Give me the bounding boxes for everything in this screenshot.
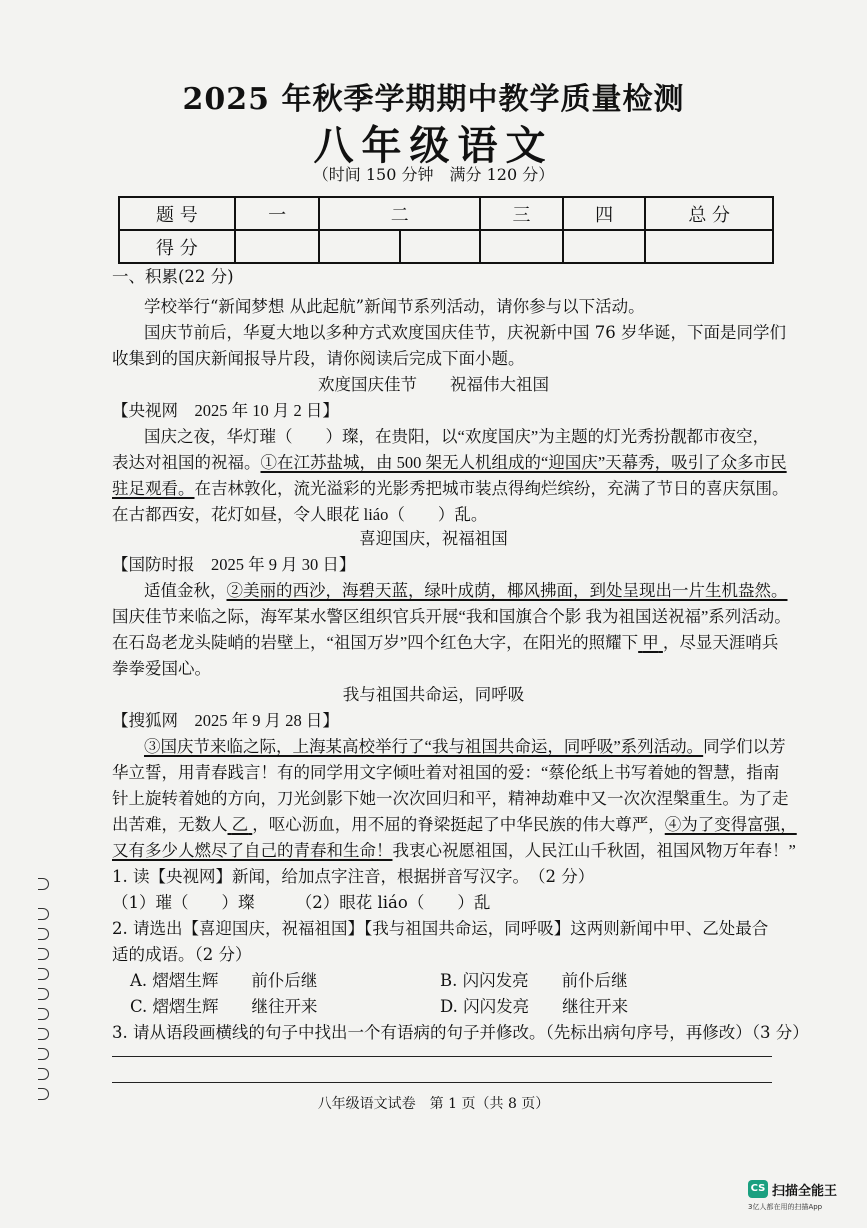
binding-hole-mark — [38, 1028, 49, 1040]
binding-hole-mark — [38, 1048, 49, 1060]
section-heading: 一、积累(22 分) — [112, 267, 234, 286]
scanner-tagline: 3亿人都在用的扫描App — [748, 1203, 823, 1211]
question-1-items: （1）璀（ ）璨 （2）眼花 liáo（ ）乱 — [112, 893, 491, 912]
scanner-logo-icon: CS — [748, 1180, 768, 1198]
scanner-app-name: 扫描全能王 — [772, 1184, 838, 1199]
binding-hole-mark — [38, 1068, 49, 1080]
underlined-sentence: ④为了变得富强， — [664, 815, 797, 834]
news-line — [112, 450, 787, 476]
blank-label: 甲 — [642, 633, 659, 652]
option-a[interactable]: A. 熠熠生辉 前仆后继 — [130, 971, 318, 990]
news-line: 在古都西安，花灯如昼，令人眼花 liáo（ ）乱。 — [112, 505, 488, 524]
news-line — [112, 838, 796, 864]
news-text: ，呕心沥血，用不屈的脊梁挺起了中华民族的伟大尊严， — [252, 815, 665, 834]
underlined-sentence: ③国庆节来临之际，上海某高校举行了“我与祖国共命运，同呼吸”系列活动。 — [144, 737, 704, 756]
news-line — [112, 630, 778, 656]
score-blank[interactable] — [645, 230, 773, 263]
section-intro-line: 收集到的国庆新闻报导片段，请你阅读后完成下面小题。 — [112, 349, 525, 368]
option-b[interactable]: B. 闪闪发亮 前仆后继 — [440, 971, 628, 990]
news-line — [144, 734, 786, 760]
news-line: 华立誓，用青春践言！有的同学用文字倾吐着对祖国的爱：“蔡伦纸上书写着她的智慧，指南 — [112, 763, 780, 782]
news-text: 表达对祖国的祝福。 — [112, 453, 261, 472]
news-source: 【国防时报 2025 年 9 月 30 日】 — [112, 555, 356, 574]
section-intro-line: 国庆节前后，华夏大地以多种方式欢度国庆佳节，庆祝新中国 76 岁华诞，下面是同学们 — [144, 323, 786, 342]
news-text: 我衷心祝愿祖国，人民江山千秋固，祖国风物万年春！” — [392, 841, 796, 860]
underlined-sentence: ①在江苏盐城，由 500 架无人机组成的“迎国庆”天幕秀，吸引了众多市民 — [260, 453, 787, 472]
news-source: 【央视网 2025 年 10 月 2 日】 — [112, 401, 339, 420]
score-table-score-row — [119, 230, 773, 263]
news-line — [144, 578, 788, 604]
underlined-sentence: 又有多少人燃尽了自己的青春和生命！ — [112, 841, 393, 860]
news-text: 适值金秋， — [144, 581, 227, 600]
table-cell: 四 — [563, 197, 646, 230]
exam-duration: （时间 150 分钟 满分 120 分） — [312, 165, 555, 184]
news-line — [112, 476, 789, 502]
table-cell: 总 分 — [645, 197, 773, 230]
news-text: 出苦难，无数人 — [112, 815, 228, 834]
answer-line[interactable] — [112, 1056, 772, 1057]
underlined-sentence: ②美丽的西沙，海碧天蓝，绿叶成荫，椰风拂面，到处呈现出一片生机盎然。 — [226, 581, 788, 600]
binding-hole-mark — [38, 908, 49, 920]
news-source: 【搜狐网 2025 年 9 月 28 日】 — [112, 711, 339, 730]
news-text: 在石岛老龙头陡峭的岩壁上，“祖国万岁”四个红色大字，在阳光的照耀下 — [112, 633, 639, 652]
scanner-watermark — [748, 1180, 863, 1220]
news-headline: 我与祖国共命运，同呼吸 — [342, 685, 525, 704]
news-line: 针上旋转着她的方向，刀光剑影下她一次次回归和平，精神劫难中又一次次涅槃重生。为了走 — [112, 789, 789, 808]
score-table-header-row — [119, 197, 773, 230]
score-blank[interactable] — [235, 230, 320, 263]
score-blank[interactable] — [563, 230, 646, 263]
binding-hole-mark — [38, 928, 49, 940]
table-cell: 题 号 — [119, 197, 235, 230]
page-footer: 八年级语文试卷 第 1 页（共 8 页） — [317, 1096, 550, 1112]
score-blank[interactable] — [480, 230, 563, 263]
question-2-cont: 适的成语。（2 分） — [112, 945, 252, 964]
subject-title: 八年级语文 — [313, 122, 554, 169]
news-text: ，尽显天涯哨兵 — [662, 633, 779, 652]
blank-label: 乙 — [231, 815, 249, 834]
news-line: 国庆之夜，华灯璀（ ）璨，在贵阳，以“欢度国庆”为主题的灯光秀扮靓都市夜空， — [144, 427, 770, 446]
table-cell: 三 — [480, 197, 563, 230]
news-headline: 欢度国庆佳节 祝福伟大祖国 — [318, 375, 549, 394]
table-cell: 一 — [235, 197, 320, 230]
underlined-sentence: 驻足观看。 — [112, 479, 195, 498]
score-table — [118, 196, 774, 264]
binding-hole-mark — [38, 988, 49, 1000]
exam-title: 2025 年秋季学期期中教学质量检测 — [182, 82, 685, 117]
blank-jia — [638, 633, 663, 652]
question-1: 1. 读【央视网】新闻，给加点字注音，根据拼音写汉字。 （2 分） — [112, 867, 595, 886]
binding-hole-mark — [38, 968, 49, 980]
news-text: 同学们以芳 — [703, 737, 786, 756]
binding-hole-mark — [38, 948, 49, 960]
binding-hole-mark — [38, 878, 49, 890]
table-cell: 二 — [319, 197, 480, 230]
news-text: 在吉林敦化，流光溢彩的光影秀把城市装点得绚烂缤纷，充满了节日的喜庆氛围。 — [194, 479, 789, 498]
news-line — [112, 812, 797, 838]
section-intro: 学校举行“新闻梦想 从此起航”新闻节系列活动，请你参与以下活动。 — [144, 297, 645, 316]
option-c[interactable]: C. 熠熠生辉 继往开来 — [130, 997, 318, 1016]
answer-line[interactable] — [112, 1082, 772, 1083]
table-cell: 得 分 — [119, 230, 235, 263]
news-headline: 喜迎国庆，祝福祖国 — [359, 529, 508, 548]
option-d[interactable]: D. 闪闪发亮 继往开来 — [440, 997, 629, 1016]
question-2: 2. 请选出【喜迎国庆，祝福祖国】【我与祖国共命运，同呼吸】这两则新闻中甲、乙处最合 — [112, 919, 769, 938]
news-line: 拳拳爱国心。 — [112, 659, 211, 678]
question-3: 3. 请从语段画横线的句子中找出一个有语病的句子并修改。（先标出病句序号，再修改）（3 分） — [112, 1023, 809, 1042]
score-blank[interactable] — [319, 230, 399, 263]
news-line: 国庆佳节来临之际，海军某水警区组织官兵开展“我和国旗合个影 我为祖国送祝福”系列活动。 — [112, 607, 791, 626]
binding-hole-mark — [38, 1008, 49, 1020]
blank-yi — [228, 815, 253, 834]
score-blank[interactable] — [400, 230, 480, 263]
